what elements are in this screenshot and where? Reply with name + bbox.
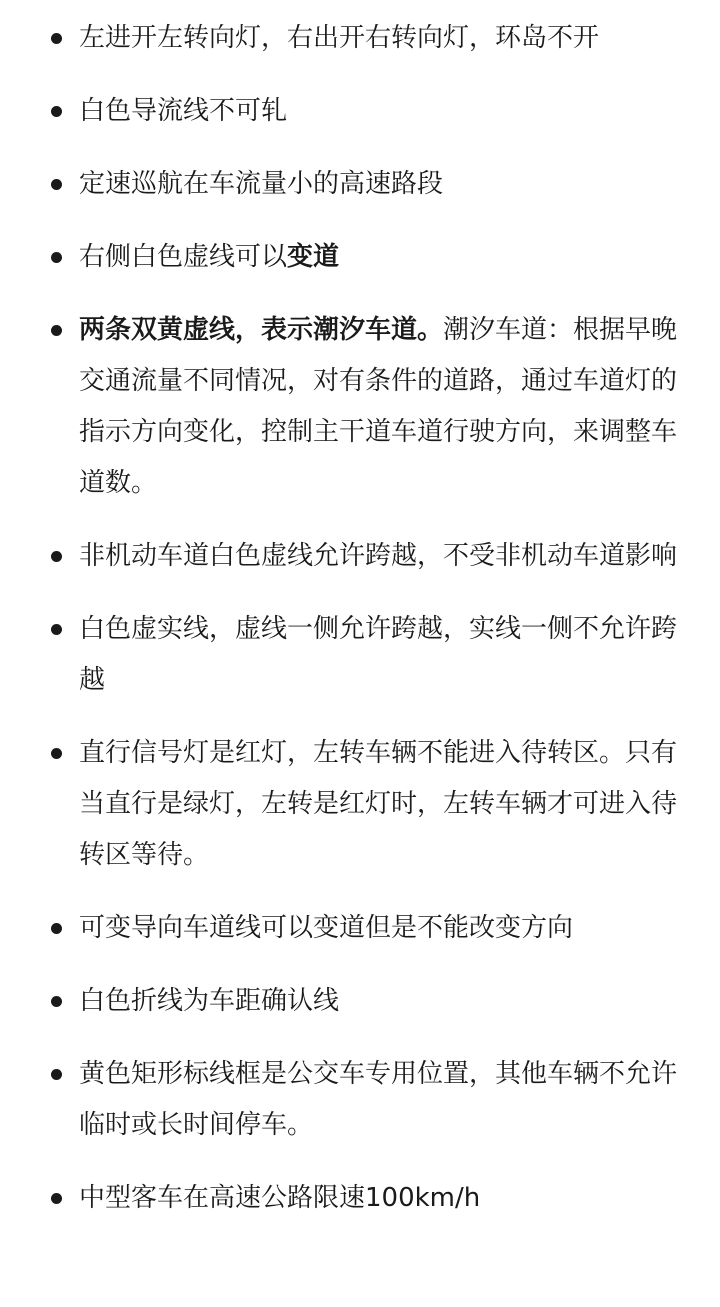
- item-text: 直行信号灯是红灯，左转车辆不能进入待转区。只有当直行是绿灯，左转是红灯时，左转车辆才可进入待转区等待。: [79, 738, 678, 870]
- item-text: 白色导流线不可轧: [79, 96, 288, 126]
- item-bold-lead: 两条双黄虚线，表示潮汐车道。: [79, 315, 444, 345]
- list-item: [0, 976, 720, 1027]
- list-item: [0, 604, 720, 706]
- bullet-dot: [51, 179, 62, 190]
- list-item: [0, 305, 720, 509]
- bullet-dot: [51, 252, 62, 263]
- list-item: [0, 531, 720, 582]
- list-item: [0, 728, 720, 881]
- list-item: [0, 1049, 720, 1151]
- item-bold-tail: 变道: [287, 242, 340, 272]
- list-item: [0, 903, 720, 954]
- item-text: 右侧白色虚线可以: [79, 242, 288, 272]
- bullet-dot: [51, 106, 62, 117]
- item-text: 定速巡航在车流量小的高速路段: [79, 169, 444, 199]
- bullet-dot: [51, 1069, 62, 1080]
- item-text: 左进开左转向灯，右出开右转向灯，环岛不开: [79, 23, 600, 53]
- item-text: 中型客车在高速公路限速100km/h: [79, 1183, 481, 1213]
- item-text: 潮汐车道：根据早晚交通流量不同情况，对有条件的道路，通过车道灯的指示方向变化，控制主干道车道行驶方向，来调整车道数。: [79, 315, 678, 498]
- bullet-dot: [51, 1193, 62, 1204]
- item-text: 非机动车道白色虚线允许跨越，不受非机动车道影响: [79, 541, 678, 571]
- list-item: [0, 1173, 720, 1224]
- bullet-dot: [51, 33, 62, 44]
- list-item: [0, 86, 720, 137]
- bullet-dot: [51, 923, 62, 934]
- bullet-dot: [51, 551, 62, 562]
- bullet-dot: [51, 996, 62, 1007]
- bullet-dot: [51, 748, 62, 759]
- bullet-dot: [51, 624, 62, 635]
- item-text: 白色折线为车距确认线: [79, 986, 340, 1016]
- item-text: 黄色矩形标线框是公交车专用位置，其他车辆不允许临时或长时间停车。: [79, 1059, 678, 1140]
- list-item: [0, 159, 720, 210]
- item-text: 白色虚实线，虚线一侧允许跨越，实线一侧不允许跨越: [79, 614, 678, 695]
- item-text: 可变导向车道线可以变道但是不能改变方向: [79, 913, 574, 943]
- list-item: [0, 13, 720, 64]
- list-item: [0, 232, 720, 283]
- bullet-dot: [51, 325, 62, 336]
